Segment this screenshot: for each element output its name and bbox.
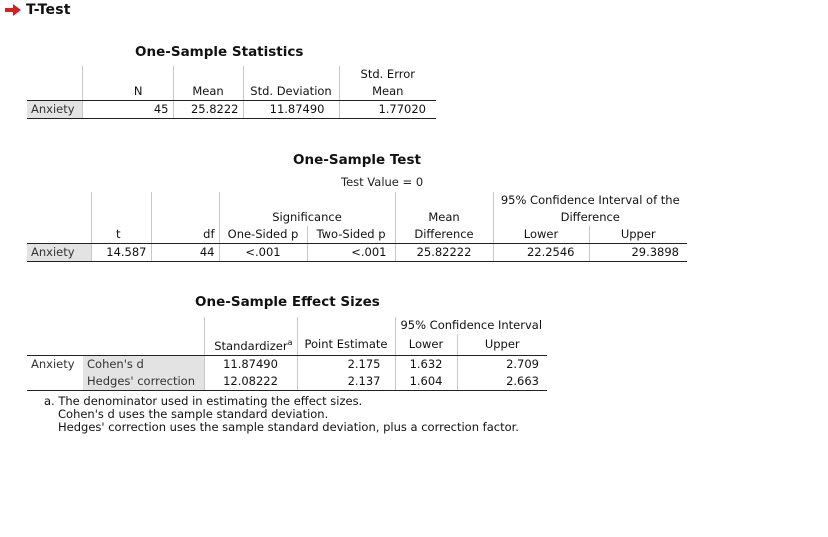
- effect-cell-standardizer: 12.08222: [204, 373, 297, 391]
- stats-table[interactable]: [27, 66, 436, 119]
- stats-cell-mean: 25.8222: [173, 101, 243, 119]
- table-row: [27, 244, 687, 262]
- test-header-df: df: [151, 226, 219, 244]
- test-cell-lower: 22.2546: [493, 244, 589, 262]
- footnote-line: a. The denominator used in estimating the effect sizes.: [44, 394, 363, 408]
- test-cell-upper: 29.3898: [589, 244, 687, 262]
- effect-cell-standardizer: 11.87490: [204, 355, 297, 373]
- row-label: Hedges' correction: [83, 373, 204, 391]
- test-table[interactable]: [27, 192, 687, 262]
- footnote-marker: a: [287, 338, 293, 347]
- footnote: [44, 395, 519, 434]
- heading-text: T-Test: [26, 2, 71, 18]
- stats-header-se1: Std. Error: [339, 66, 436, 83]
- test-header-significance: Significance: [219, 209, 395, 226]
- effect-header-standardizer: Standardizer$^a$: [204, 334, 297, 355]
- effect-cell-lower: 1.632: [395, 355, 457, 373]
- effect-cell-lower: 1.604: [395, 373, 457, 391]
- test-header-mean-diff2: Difference: [395, 226, 493, 244]
- table-row: [27, 101, 436, 119]
- test-header-one-sided: One-Sided p: [219, 226, 307, 244]
- test-header-two-sided: Two-Sided p: [307, 226, 395, 244]
- table-row: [27, 355, 547, 373]
- test-header-t: t: [91, 226, 151, 244]
- test-header-ci2: Difference: [493, 209, 687, 226]
- effect-header-point: Point Estimate: [297, 334, 395, 355]
- test-cell-t: 14.587: [91, 244, 151, 262]
- test-cell-df: 44: [151, 244, 219, 262]
- stats-header-sd: Std. Deviation: [243, 83, 339, 101]
- output-heading[interactable]: [0, 0, 71, 20]
- stats-header-se2: Mean: [339, 83, 436, 101]
- row-label: Anxiety: [27, 101, 82, 119]
- stats-header-mean: Mean: [173, 83, 243, 101]
- footnote-line: Cohen's d uses the sample standard deviation.: [58, 407, 329, 421]
- effect-cell-point: 2.175: [297, 355, 395, 373]
- row-label: Cohen's d: [83, 355, 204, 373]
- stats-title: One-Sample Statistics: [135, 44, 304, 60]
- stats-cell-se: 1.77020: [339, 101, 436, 119]
- effect-cell-upper: 2.709: [457, 355, 547, 373]
- test-value: Test Value = 0: [341, 175, 424, 189]
- stats-cell-n: 45: [82, 101, 173, 119]
- test-header-lower: Lower: [493, 226, 589, 244]
- effect-title: One-Sample Effect Sizes: [195, 294, 380, 310]
- test-title: One-Sample Test: [293, 152, 421, 168]
- effect-header-ci: 95% Confidence Interval: [395, 317, 547, 334]
- effect-header-lower: Lower: [395, 334, 457, 355]
- test-cell-two-sided: <.001: [307, 244, 395, 262]
- test-header-ci1: 95% Confidence Interval of the: [493, 192, 687, 209]
- group-label: Anxiety: [31, 356, 75, 371]
- effect-cell-upper: 2.663: [457, 373, 547, 391]
- footnote-line: Hedges' correction uses the sample standard deviation, plus a correction factor.: [58, 420, 519, 434]
- red-arrow-icon: [4, 3, 22, 17]
- stats-header-n: N: [82, 83, 173, 101]
- test-header-mean-diff1: Mean: [395, 209, 493, 226]
- test-cell-one-sided: <.001: [219, 244, 307, 262]
- effect-cell-point: 2.137: [297, 373, 395, 391]
- test-cell-mean-diff: 25.82222: [395, 244, 493, 262]
- test-header-upper: Upper: [589, 226, 687, 244]
- effect-header-upper: Upper: [457, 334, 547, 355]
- effect-table[interactable]: [27, 317, 547, 391]
- table-row: [27, 373, 547, 391]
- row-label: Anxiety: [27, 244, 91, 262]
- stats-cell-sd: 11.87490: [243, 101, 339, 119]
